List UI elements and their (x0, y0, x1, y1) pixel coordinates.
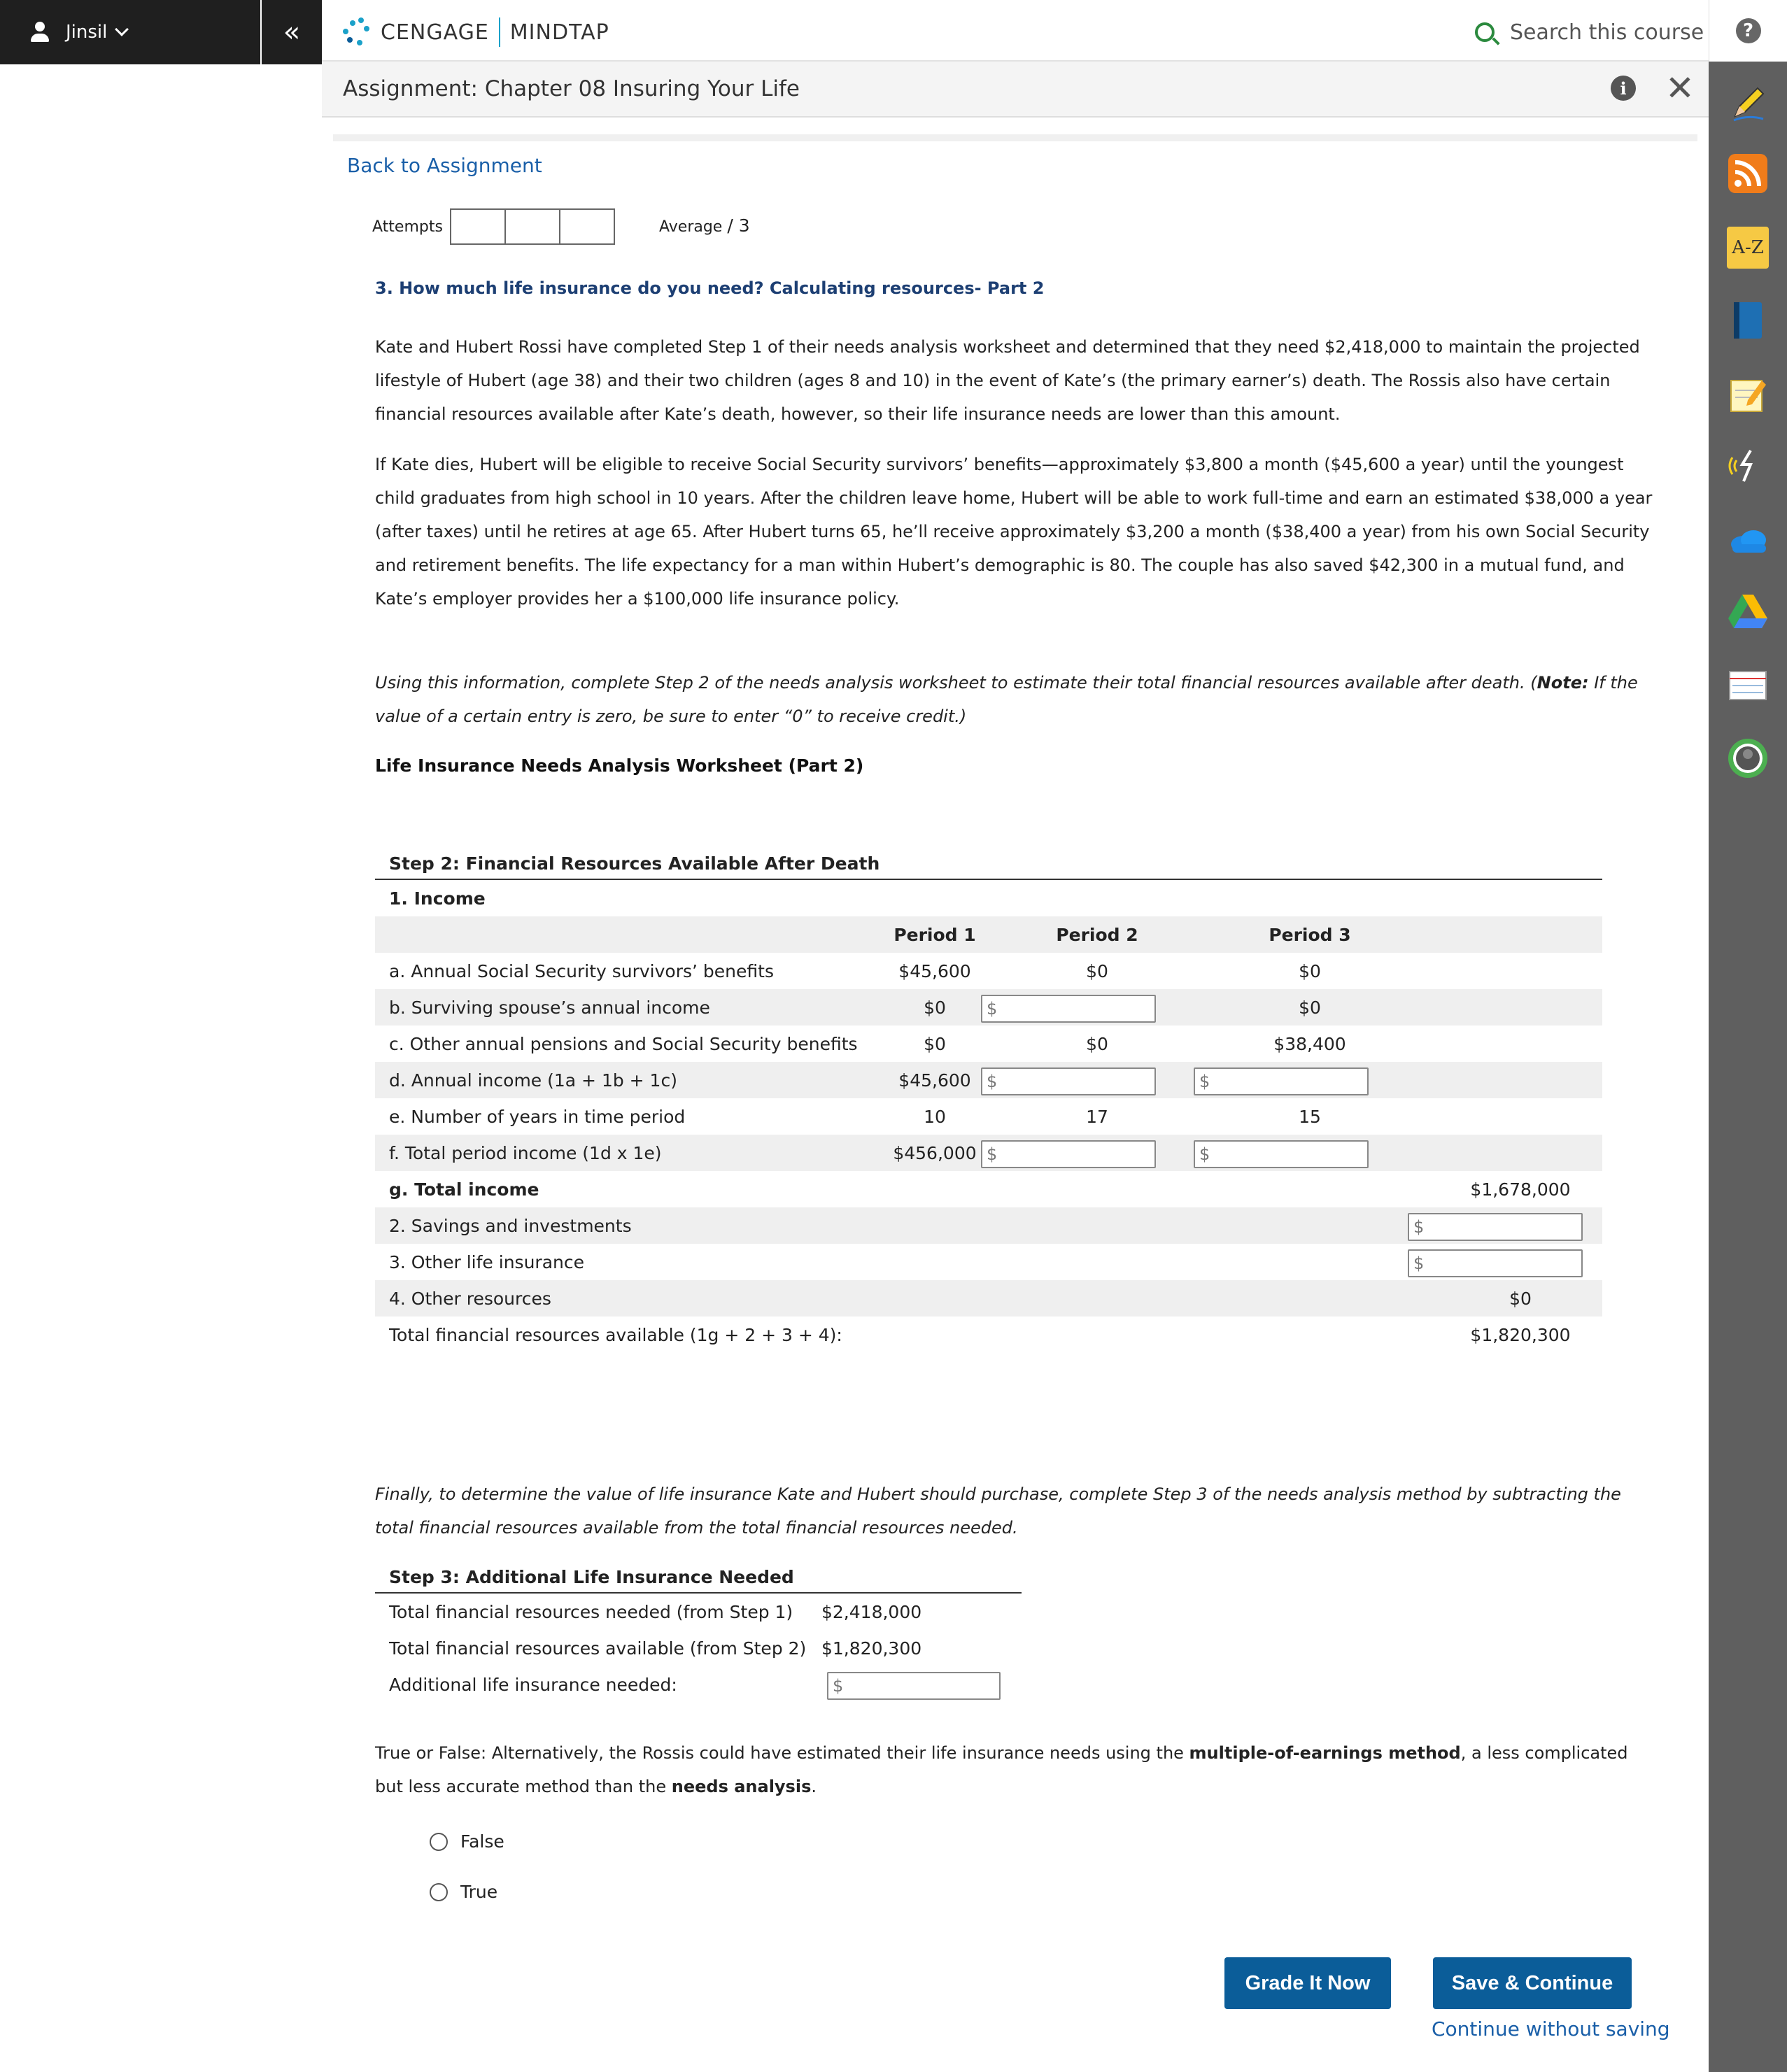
grade-it-now-button[interactable]: Grade It Now (1224, 1957, 1391, 2009)
brand-product: MINDTAP (509, 20, 609, 45)
collapse-sidebar-icon[interactable]: « (262, 0, 322, 64)
average-label: Average (659, 218, 723, 236)
step3-table (375, 1561, 1022, 1703)
back-to-assignment-link[interactable]: Back to Assignment (347, 154, 542, 177)
table-row: a. Annual Social Security survivors’ benefits $45,600 $0 $0 (389, 960, 1321, 981)
radio-button[interactable] (430, 1883, 448, 1901)
attempts-indicator (372, 208, 615, 245)
annual-income-p3-input[interactable]: $ (1194, 1067, 1369, 1095)
average-value: / 3 (727, 215, 750, 236)
savings-input[interactable]: $ (1408, 1213, 1583, 1241)
continue-without-saving-link[interactable]: Continue without saving (1432, 2017, 1670, 2041)
table-row: d. Annual income (1a + 1b + 1c) $45,600 $ $ (375, 1062, 1602, 1098)
table-row: g. Total income $1,678,000 (389, 1179, 1571, 1200)
person-icon (29, 22, 50, 43)
radio-false[interactable]: False (430, 1831, 504, 1852)
pencil-icon[interactable] (1727, 83, 1769, 125)
spouse-income-p2-input[interactable]: $ (981, 995, 1156, 1023)
app-toolbar (1709, 62, 1787, 2072)
annual-income-p2-input[interactable]: $ (981, 1067, 1156, 1095)
book-icon[interactable] (1727, 299, 1769, 341)
brand-company: CENGAGE (381, 20, 489, 45)
table-row: Total financial resources available (from Step 2) $1,820,300 (389, 1638, 922, 1659)
progress-strip (333, 134, 1697, 141)
attempt-boxes (451, 208, 615, 245)
other-life-insurance-input[interactable]: $ (1408, 1249, 1583, 1277)
table-row: Additional life insurance needed: $ (375, 1666, 1022, 1703)
chevron-down-icon (115, 22, 129, 36)
period-header-row: Period 1 Period 2 Period 3 (375, 916, 1602, 953)
table-row: 4. Other resources $0 (375, 1280, 1602, 1317)
attempts-label: Attempts (372, 218, 443, 236)
search-course[interactable] (1475, 14, 1704, 50)
onedrive-icon[interactable] (1727, 519, 1769, 561)
worksheet-heading: Life Insurance Needs Analysis Worksheet (Part 2) (375, 755, 864, 776)
rss-icon[interactable] (1727, 152, 1769, 194)
true-false-question: True or False: Alternatively, the Rossis could have estimated their life insurance needs using the multiple-of-earnings method, a less complicated but less accurate method than the needs analysis. (375, 1743, 1628, 1796)
table-row: f. Total period income (1d x 1e) $456,000 $ $ (375, 1135, 1602, 1171)
search-icon (1475, 22, 1495, 42)
google-drive-icon[interactable] (1727, 590, 1769, 632)
a-z-icon[interactable]: A-Z (1727, 227, 1769, 269)
period-income-p3-input[interactable]: $ (1194, 1140, 1369, 1168)
save-and-continue-button[interactable]: Save & Continue (1433, 1957, 1632, 2009)
instructions: Using this information, complete Step 2 of the needs analysis worksheet to estimate their total financial resources available after death. (Note: If the value of a certain entry is zero, be sure to enter “0” to receive credit.) (375, 673, 1638, 726)
assignment-header (322, 62, 1709, 118)
flashcards-icon[interactable] (1727, 665, 1769, 707)
table-row: 3. Other life insurance $ (375, 1244, 1602, 1280)
readspeaker-icon[interactable] (1727, 445, 1769, 487)
info-icon[interactable]: i (1611, 76, 1636, 101)
additional-insurance-input[interactable]: $ (827, 1672, 1001, 1700)
needs-analysis-worksheet (375, 848, 1602, 1353)
profile-icon[interactable] (1727, 737, 1769, 779)
step3-title: Step 3: Additional Life Insurance Needed (389, 1566, 794, 1587)
user-name: Jinsil (66, 22, 108, 43)
step3-intro: Finally, to determine the value of life insurance Kate and Hubert should purchase, complete Step 3 of the needs analysis method by subtracting the total financial resources available from the total financial resources needed. (375, 1484, 1621, 1538)
table-row: 2. Savings and investments $ (375, 1207, 1602, 1244)
period-income-p2-input[interactable]: $ (981, 1140, 1156, 1168)
table-row: Total financial resources needed (from Step 1) $2,418,000 (389, 1601, 922, 1622)
radio-button[interactable] (430, 1833, 448, 1851)
close-icon[interactable]: ✕ (1665, 68, 1695, 108)
question-paragraph-1: Kate and Hubert Rossi have completed Step 1 of their needs analysis worksheet and determined that they need $2,418,000 to maintain the projected lifestyle of Hubert (age 38) and their two children (ages 8 and 10) in the event of Kate’s (the primary earner’s) death. The Rossis also have certain financial resources available after Kate’s death, however, so their life insurance needs are lower than this amount. (375, 337, 1640, 424)
cengage-logo-icon (340, 16, 372, 48)
brand-divider (499, 17, 500, 47)
assignment-title: Assignment: Chapter 08 Insuring Your Life (343, 76, 800, 101)
table-row: b. Surviving spouse’s annual income $0 $ $0 (375, 989, 1602, 1026)
search-placeholder: Search this course (1510, 20, 1704, 45)
table-row: Total financial resources available (1g + 2 + 3 + 4): $1,820,300 (389, 1324, 1571, 1345)
help-icon: ? (1736, 18, 1761, 43)
step2-title: Step 2: Financial Resources Available After Death (389, 853, 880, 874)
table-row: e. Number of years in time period 10 17 15 (389, 1106, 1321, 1127)
table-row: c. Other annual pensions and Social Security benefits $0 $0 $38,400 (389, 1033, 1346, 1054)
question-paragraph-2: If Kate dies, Hubert will be eligible to receive Social Security survivors’ benefits—approximately $3,800 a month ($45,600 a year) until the youngest child graduates from high school in 10 years. After the children leave home, Hubert will be able to work full-time and earn an estimated $38,000 a year (after taxes) until he retires at age 65. After Hubert turns 65, he’ll receive approximately $3,200 a month ($38,400 a year) from his own Social Security and retirement benefits. The life expectancy for a man within Hubert’s demographic is 80. The couple has also saved $42,300 in a mutual fund, and Kate’s employer provides her a $100,000 life insurance policy. (375, 455, 1653, 609)
brand-logo (340, 13, 609, 52)
notepad-icon[interactable] (1727, 374, 1769, 416)
question-title: 3. How much life insurance do you need? Calculating resources- Part 2 (375, 278, 1045, 298)
radio-true[interactable]: True (430, 1882, 497, 1902)
help-button[interactable] (1709, 0, 1787, 62)
income-heading-row: 1. Income (389, 888, 486, 909)
average-score (659, 215, 750, 236)
user-menu[interactable] (0, 0, 260, 64)
